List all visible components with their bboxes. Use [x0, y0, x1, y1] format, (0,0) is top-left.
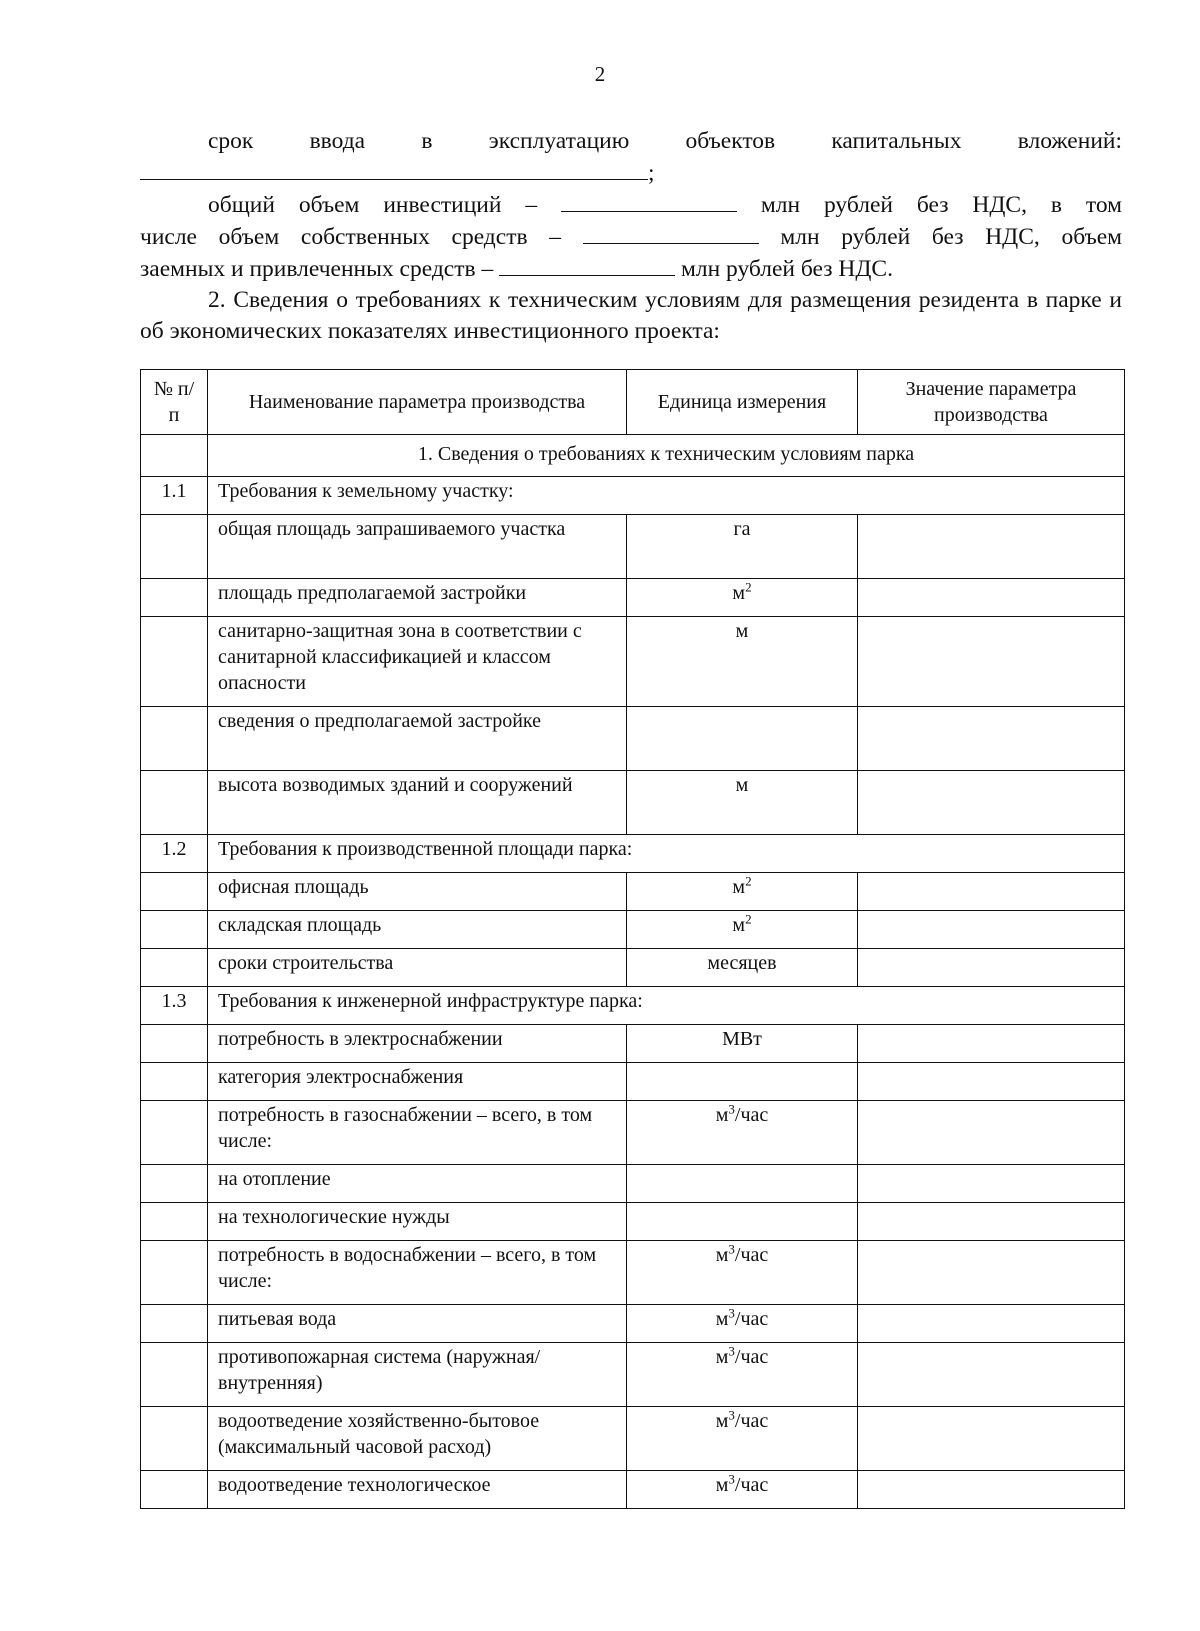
param-unit [627, 1407, 858, 1471]
group-row [141, 477, 1125, 515]
param-unit [627, 771, 858, 835]
param-name: площадь предполагаемой застройки [208, 579, 627, 617]
table-row [141, 1165, 1125, 1203]
unit-superscript: 2 [745, 579, 752, 595]
table-row [141, 873, 1125, 911]
unit-base: м [715, 1346, 729, 1368]
param-name: потребность в электроснабжении [208, 1025, 627, 1063]
table-row [141, 1063, 1125, 1101]
param-unit [627, 1241, 858, 1305]
param-name: на технологические нужды [208, 1203, 627, 1241]
row-num-cell [141, 1101, 208, 1165]
table-header-row [141, 370, 1125, 435]
param-value[interactable] [858, 1343, 1125, 1407]
row-num-cell [141, 949, 208, 987]
param-name: противопожарная система (наружная/внутренняя) [208, 1343, 627, 1407]
own-funds-suffix: млн рублей без НДС, объем [780, 224, 1123, 250]
unit-base: га [733, 518, 751, 540]
param-name: офисная площадь [208, 873, 627, 911]
section-1-title: 1. Сведения о требованиях к техническим условиям парка [208, 435, 1125, 477]
table-row [141, 1305, 1125, 1343]
param-name: складская площадь [208, 911, 627, 949]
unit-base: м [735, 620, 749, 642]
param-value[interactable] [858, 579, 1125, 617]
param-unit [627, 873, 858, 911]
unit-superscript: 3 [728, 1305, 735, 1321]
intro-block [140, 126, 1122, 347]
param-value[interactable] [858, 1203, 1125, 1241]
param-value[interactable] [858, 1063, 1125, 1101]
table-row [141, 1343, 1125, 1407]
unit-suffix: /час [734, 1244, 769, 1266]
param-name: высота возводимых зданий и сооружений [208, 771, 627, 835]
section-2-intro: 2. Сведения о требованиях к техническим условиям для размещения резидента в парке и об экономических показателях инвестиционного проекта: [140, 287, 1122, 344]
row-num-cell [141, 1407, 208, 1471]
param-unit [627, 1165, 858, 1203]
unit-base: м [715, 1410, 729, 1432]
unit-base: м [715, 1474, 729, 1496]
commissioning-blank-line [140, 157, 1122, 189]
table-row [141, 911, 1125, 949]
unit-base: м [715, 1244, 729, 1266]
row-num-cell [141, 1241, 208, 1305]
unit-suffix: /час [734, 1104, 769, 1126]
param-value[interactable] [858, 911, 1125, 949]
param-value[interactable] [858, 873, 1125, 911]
param-unit [627, 579, 858, 617]
unit-suffix: /час [734, 1346, 769, 1368]
commissioning-semicolon: ; [648, 160, 655, 186]
row-num-cell [141, 1471, 208, 1509]
group-num: 1.1 [141, 477, 208, 515]
param-name: потребность в водоснабжении – всего, в том числе: [208, 1241, 627, 1305]
table-row [141, 1471, 1125, 1509]
table-row [141, 579, 1125, 617]
investment-line-1 [140, 189, 1122, 221]
commissioning-blank [140, 157, 648, 180]
group-row [141, 987, 1125, 1025]
param-value[interactable] [858, 1241, 1125, 1305]
unit-superscript: 3 [728, 1471, 735, 1487]
param-value[interactable] [858, 707, 1125, 771]
param-unit [627, 617, 858, 707]
investment-line-2 [140, 221, 1122, 253]
param-unit [627, 1025, 858, 1063]
param-name: питьевая вода [208, 1305, 627, 1343]
param-unit [627, 1305, 858, 1343]
param-unit [627, 1471, 858, 1509]
param-value[interactable] [858, 1471, 1125, 1509]
param-name: категория электроснабжения [208, 1063, 627, 1101]
param-value[interactable] [858, 1305, 1125, 1343]
unit-superscript: 3 [728, 1407, 735, 1423]
param-value[interactable] [858, 1025, 1125, 1063]
unit-superscript: 2 [745, 911, 752, 927]
param-unit [627, 1101, 858, 1165]
row-num-cell [141, 771, 208, 835]
unit-superscript: 2 [745, 873, 752, 889]
param-name: сведения о предполагаемой застройке [208, 707, 627, 771]
unit-base: м [735, 774, 749, 796]
group-row [141, 835, 1125, 873]
unit-superscript: 3 [728, 1241, 735, 1257]
investment-line-3 [140, 253, 1122, 285]
table-row [141, 771, 1125, 835]
unit-suffix: /час [734, 1410, 769, 1432]
unit-base: м [732, 914, 746, 936]
group-num: 1.2 [141, 835, 208, 873]
row-num-cell [141, 873, 208, 911]
table-row [141, 1407, 1125, 1471]
section-1-num-cell [141, 435, 208, 477]
param-unit [627, 949, 858, 987]
row-num-cell [141, 911, 208, 949]
unit-suffix: /час [734, 1474, 769, 1496]
row-num-cell [141, 1165, 208, 1203]
param-name: общая площадь запрашиваемого участка [208, 515, 627, 579]
table-row [141, 515, 1125, 579]
param-name: водоотведение технологическое [208, 1471, 627, 1509]
param-unit [627, 911, 858, 949]
param-unit [627, 1063, 858, 1101]
table-row [141, 1025, 1125, 1063]
param-name: потребность в газоснабжении – всего, в том числе: [208, 1101, 627, 1165]
group-title: Требования к инженерной инфраструктуре парка: [208, 987, 1125, 1025]
unit-superscript: 3 [728, 1101, 735, 1117]
param-value[interactable] [858, 617, 1125, 707]
borrowed-funds-blank [499, 253, 675, 276]
param-unit [627, 707, 858, 771]
unit-suffix: /час [734, 1308, 769, 1330]
header-unit: Единица измерения [627, 370, 858, 435]
row-num-cell [141, 1343, 208, 1407]
page-number: 2 [594, 62, 606, 86]
param-value[interactable] [858, 771, 1125, 835]
param-value[interactable] [858, 1101, 1125, 1165]
unit-base: месяцев [707, 952, 777, 974]
param-unit [627, 1203, 858, 1241]
own-funds-blank [583, 221, 759, 244]
param-value[interactable] [858, 515, 1125, 579]
header-num: № п/п [141, 370, 208, 435]
header-value: Значение параметра производства [858, 370, 1125, 435]
row-num-cell [141, 617, 208, 707]
param-value[interactable] [858, 949, 1125, 987]
investment-total-suffix: млн рублей без НДС, в том [760, 192, 1123, 218]
row-num-cell [141, 1305, 208, 1343]
param-value[interactable] [858, 1407, 1125, 1471]
table-row [141, 1101, 1125, 1165]
unit-base: м [732, 876, 746, 898]
param-name: водоотведение хозяйственно-бытовое (максимальный часовой расход) [208, 1407, 627, 1471]
unit-base: м [715, 1104, 729, 1126]
requirements-table [140, 369, 1125, 1509]
commissioning-text: срок ввода в эксплуатацию объектов капитальных вложений: [208, 128, 1122, 154]
row-num-cell [141, 707, 208, 771]
row-num-cell [141, 1025, 208, 1063]
group-title: Требования к производственной площади парка: [208, 835, 1125, 873]
table-row [141, 1203, 1125, 1241]
unit-base: м [732, 582, 746, 604]
own-funds-label: числе объем собственных средств – [140, 224, 561, 250]
commissioning-line [140, 126, 1122, 157]
header-name: Наименование параметра производства [208, 370, 627, 435]
group-title: Требования к земельному участку: [208, 477, 1125, 515]
row-num-cell [141, 1063, 208, 1101]
investment-total-blank [561, 189, 737, 212]
param-unit [627, 1343, 858, 1407]
param-name: санитарно-защитная зона в соответствии с санитарной классификацией и классом опасности [208, 617, 627, 707]
unit-base: МВт [722, 1028, 762, 1050]
row-num-cell [141, 515, 208, 579]
unit-superscript: 3 [728, 1343, 735, 1359]
table-row [141, 1241, 1125, 1305]
row-num-cell [141, 1203, 208, 1241]
group-num: 1.3 [141, 987, 208, 1025]
param-name: на отопление [208, 1165, 627, 1203]
borrowed-funds-label: заемных и привлеченных средств – [140, 256, 494, 282]
unit-base: м [715, 1308, 729, 1330]
param-name: сроки строительства [208, 949, 627, 987]
section-1-row [141, 435, 1125, 477]
borrowed-funds-suffix: млн рублей без НДС. [680, 256, 893, 282]
row-num-cell [141, 579, 208, 617]
table-row [141, 617, 1125, 707]
table-row [141, 949, 1125, 987]
investment-total-label: общий объем инвестиций – [208, 192, 538, 218]
table-row [141, 707, 1125, 771]
param-unit [627, 515, 858, 579]
param-value[interactable] [858, 1165, 1125, 1203]
